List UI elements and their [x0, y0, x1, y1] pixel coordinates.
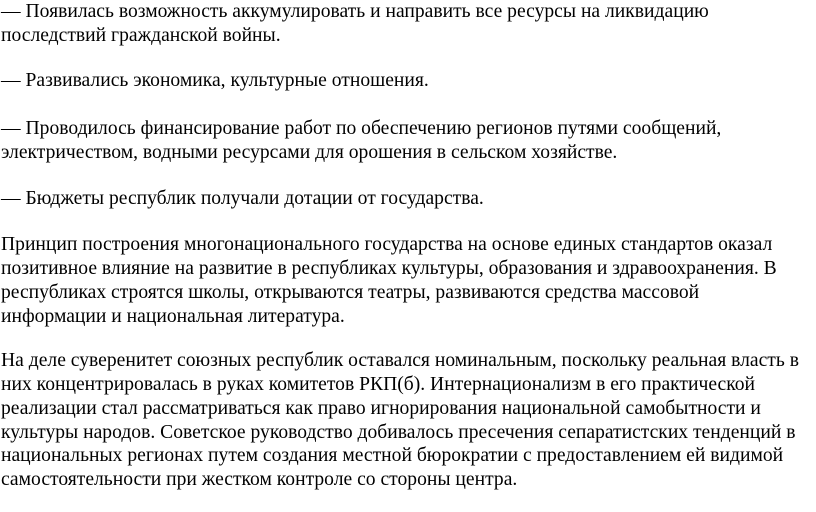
paragraph-6-line-4: культуры народов. Советское руководство добивалось пресечения сепаратистских тенденций в: [1, 422, 796, 443]
paragraph-4-line-1: — Бюджеты республик получали дотации от государства.: [1, 188, 484, 209]
paragraph-6-line-1: На деле суверенитет союзных республик оставался номинальным, поскольку реальная власть в: [1, 350, 799, 371]
paragraph-5-line-3: республиках строятся школы, открываются театры, развиваются средства массовой: [1, 282, 700, 303]
paragraph-2-line-1: — Развивались экономика, культурные отношения.: [1, 70, 429, 91]
paragraph-5-line-2: позитивное влияние на развитие в республиках культуры, образования и здравоохранения. В: [1, 258, 777, 279]
paragraph-6-line-5: национальных регионах путем создания местной бюрократии с предоставлением ей видимой: [1, 445, 784, 466]
paragraph-3-line-1: — Проводилось финансирование работ по обеспечению регионов путями сообщений,: [1, 118, 722, 139]
paragraph-6-line-3: реализации стал рассматриваться как право игнорирования национальной самобытности и: [1, 398, 761, 419]
paragraph-1-line-2: последствий гражданской войны.: [1, 25, 281, 46]
paragraph-3-line-2: электричеством, водными ресурсами для орошения в сельском хозяйстве.: [1, 142, 618, 163]
paragraph-5-line-1: Принцип построения многонационального государства на основе единых стандартов оказал: [1, 234, 773, 255]
paragraph-1-line-1: — Появилась возможность аккумулировать и направить все ресурсы на ликвидацию: [1, 1, 709, 22]
paragraph-6-line-6: самостоятельности при жестком контроле со стороны центра.: [1, 469, 518, 490]
paragraph-6-line-2: них концентрировалась в руках комитетов РКП(б). Интернационализм в его практической: [1, 374, 756, 395]
paragraph-5-line-4: информации и национальная литература.: [1, 306, 345, 327]
